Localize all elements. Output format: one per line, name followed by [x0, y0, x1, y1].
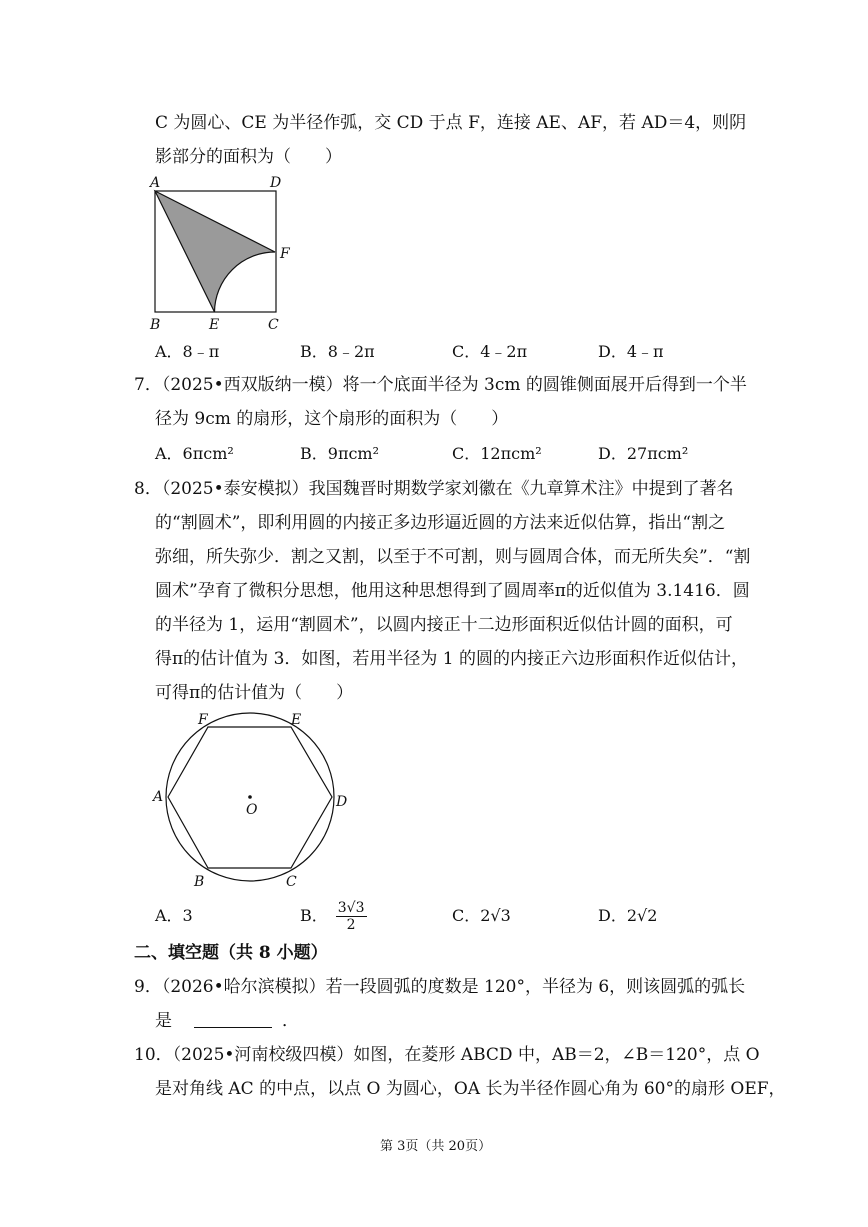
section-title-fill-in: 二、填空题（共 8 小题）: [134, 943, 328, 963]
q8-text-line6: 得π的估计值为 3．如图，若用半径为 1 的圆的内接正六边形面积作近似估计，: [155, 649, 749, 669]
q7-option-b: B．9πcm²: [300, 444, 380, 463]
q9-answer-blank[interactable]: [194, 1011, 272, 1028]
q6-label-c: C: [268, 317, 279, 333]
q8-option-c: C．2√3: [452, 906, 511, 925]
q6-label-a: A: [150, 175, 161, 191]
q8-figure: [145, 705, 360, 895]
q8-option-b: [300, 896, 367, 936]
q6-label-e: E: [209, 317, 220, 333]
q8-text-line4: 圆术”孕育了微积分思想，他用这种思想得到了圆周率π的近似值为 3.1416．圆: [155, 581, 750, 601]
q8-label-a: A: [153, 789, 164, 805]
q7-option-d: D．27πcm²: [598, 444, 689, 463]
q9-text-line1: 9．（2026•哈尔滨模拟）若一段圆弧的度数是 120°，半径为 6，则该圆弧的弧长: [134, 977, 746, 997]
q8-option-a: A．3: [155, 906, 193, 925]
q8-label-d: D: [336, 794, 348, 810]
q6-label-b: B: [150, 317, 161, 333]
q8-option-d: D．2√2: [598, 906, 658, 925]
q7-text-line2: 径为 9cm 的扇形，这个扇形的面积为（ ）: [155, 409, 509, 429]
q6-option-c: C．4﹣2π: [452, 342, 528, 361]
q8-option-b-numerator: 3√3: [337, 900, 365, 916]
q10-text-line1: 10．（2025•河南校级四模）如图，在菱形 ABCD 中，AB＝2，∠B＝120°，点 O: [134, 1045, 760, 1065]
page-footer: 第 3页（共 20页）: [380, 1139, 492, 1154]
q9-line2-prefix: 是: [155, 1011, 172, 1031]
q7-option-a: A．6πcm²: [155, 444, 234, 463]
q7-option-c: C．12πcm²: [452, 444, 542, 463]
q8-text-line1: 8．（2025•泰安模拟）我国魏晋时期数学家刘徽在《九章算术注》中提到了著名: [134, 479, 734, 499]
q8-label-o: O: [246, 802, 258, 818]
q8-text-line7: 可得π的估计值为（ ）: [155, 683, 354, 703]
q8-label-e: E: [291, 712, 302, 728]
q8-text-line5: 的半径为 1，运用“割圆术”，以圆内接正十二边形面积近似估计圆的面积，可: [155, 615, 733, 635]
q9-line2-suffix: ．: [282, 1011, 299, 1031]
q10-text-line2: 是对角线 AC 的中点，以点 O 为圆心，OA 长为半径作圆心角为 60°的扇形 OEF，: [155, 1079, 786, 1099]
q7-text-line1: 7．（2025•西双版纳一模）将一个底面半径为 3cm 的圆锥侧面展开后得到一个半: [134, 375, 747, 395]
q6-label-d: D: [270, 175, 282, 191]
q8-text-line2: 的“割圆术”，即利用圆的内接正多边形逼近圆的方法来近似估算，指出“割之: [155, 513, 726, 533]
q8-option-b-denominator: 2: [346, 917, 356, 933]
q6-option-b: B．8﹣2π: [300, 342, 375, 361]
q6-label-f: F: [280, 246, 290, 262]
q6-text-line1: C 为圆心、CE 为半径作弧，交 CD 于点 F，连接 AE、AF，若 AD＝4，则阴: [155, 113, 747, 133]
q8-label-f: F: [198, 712, 208, 728]
q8-option-b-prefix: B．: [300, 906, 328, 925]
q8-label-b: B: [194, 874, 205, 890]
q6-text-line2: 影部分的面积为（ ）: [155, 147, 342, 167]
q8-option-b-fraction: [336, 900, 367, 933]
q6-option-a: A．8﹣π: [155, 342, 220, 361]
q9-text-line2: [155, 1010, 299, 1032]
q8-label-c: C: [286, 874, 297, 890]
q8-text-line3: 弥细，所失弥少．割之又割，以至于不可割，则与圆周合体，而无所失矣”．“割: [155, 547, 751, 567]
q6-figure: [140, 172, 300, 334]
q6-option-d: D．4﹣π: [598, 342, 664, 361]
